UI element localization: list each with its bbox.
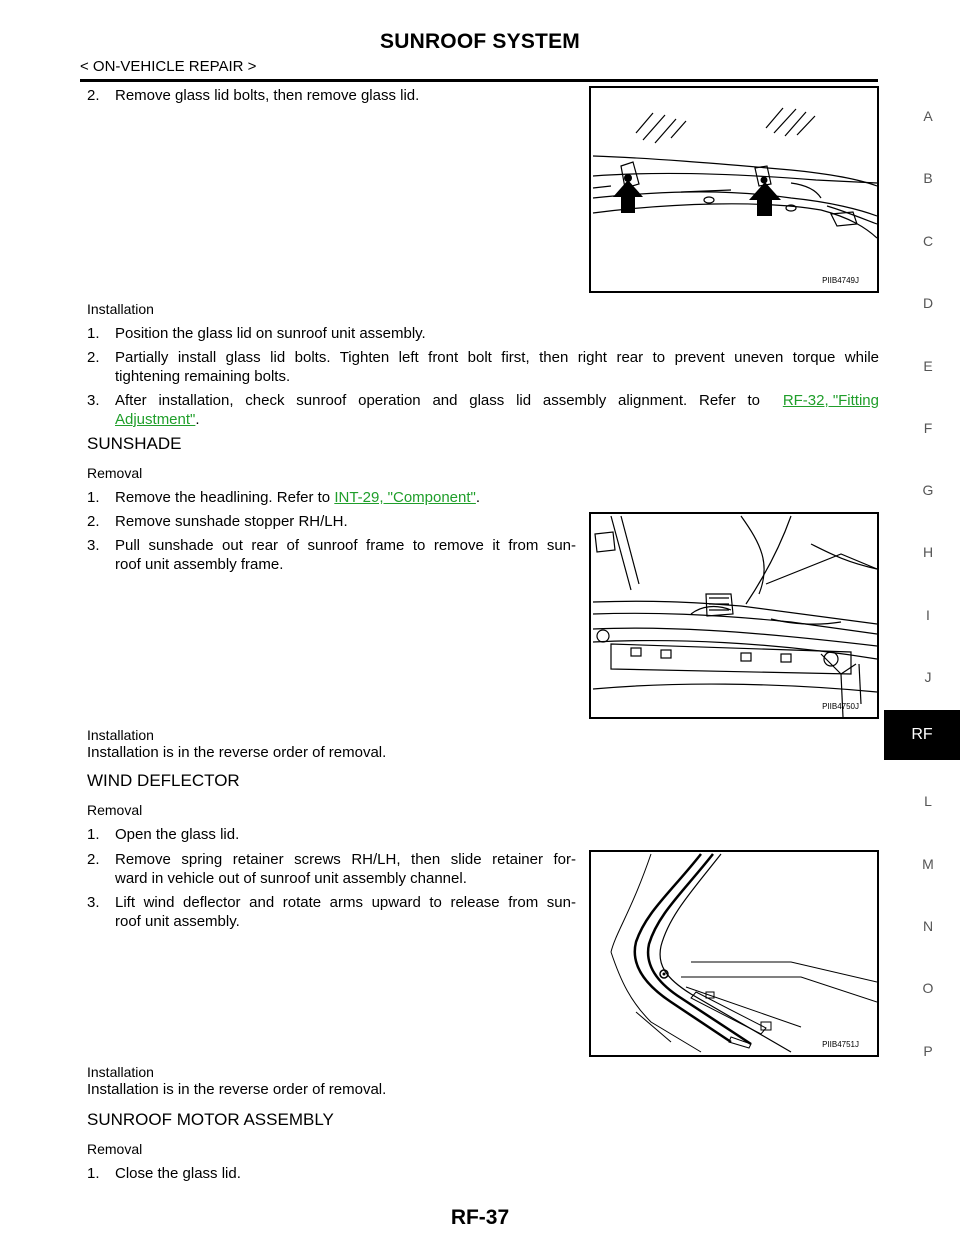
- wind-deflector-installation-text: Installation is in the reverse order of removal.: [87, 1081, 387, 1098]
- side-index-p[interactable]: P: [923, 1043, 933, 1059]
- period: .: [195, 411, 200, 428]
- step-number: 1.: [87, 489, 100, 506]
- install-step-1: Position the glass lid on sunroof unit assembly.: [115, 325, 426, 342]
- glass-lid-step-2: Remove glass lid bolts, then remove glass lid.: [115, 87, 420, 104]
- wind-deflector-step-1: Open the glass lid.: [115, 826, 240, 843]
- side-index-l[interactable]: L: [924, 793, 932, 809]
- step-number: 1.: [87, 826, 100, 843]
- figure-wind-deflector: [589, 850, 879, 1057]
- side-index: [884, 0, 960, 1242]
- installation-heading: Installation: [87, 727, 154, 743]
- side-index-rf-active[interactable]: RF: [884, 710, 960, 760]
- install-step-3-line-2: [115, 410, 200, 429]
- step-number: 2.: [87, 851, 100, 868]
- wind-deflector-step-2-line-1: Remove spring retainer screws RH/LH, then slide retainer for-: [115, 851, 576, 868]
- section-subtitle: < ON-VEHICLE REPAIR >: [80, 58, 257, 75]
- step-number: 3.: [87, 894, 100, 911]
- step-number: 3.: [87, 537, 100, 554]
- header-rule: [80, 79, 878, 82]
- installation-heading: Installation: [87, 301, 154, 317]
- step-number: 1.: [87, 1165, 100, 1182]
- wind-deflector-step-2-line-2: ward in vehicle out of sunroof unit assembly channel.: [115, 870, 467, 887]
- section-heading-sunroof-motor-assembly: SUNROOF MOTOR ASSEMBLY: [87, 1110, 334, 1129]
- sunshade-installation-text: Installation is in the reverse order of removal.: [87, 744, 387, 761]
- side-index-f[interactable]: F: [923, 420, 933, 436]
- step-number: 3.: [87, 392, 100, 409]
- side-index-j[interactable]: J: [924, 669, 932, 685]
- sunshade-illustration: [591, 514, 877, 717]
- side-index-i[interactable]: I: [926, 607, 930, 623]
- step-number: 2.: [87, 349, 100, 366]
- figure-sunshade: [589, 512, 879, 719]
- removal-heading: Removal: [87, 465, 143, 481]
- install-step-2-line-1: Partially install glass lid bolts. Tighten left front bolt first, then right rear to prevent uneven torque while: [115, 349, 879, 366]
- link-rf-32-adjustment[interactable]: Adjustment": [115, 411, 196, 428]
- sunshade-step-3-line-1: Pull sunshade out rear of sunroof frame to remove it from sun-: [115, 537, 576, 554]
- install-step-2-line-2: tightening remaining bolts.: [115, 368, 291, 385]
- wind-deflector-step-3-line-2: roof unit assembly.: [115, 913, 240, 930]
- wind-deflector-step-3-line-1: Lift wind deflector and rotate arms upward to release from sun-: [115, 894, 576, 911]
- side-index-a[interactable]: A: [923, 108, 933, 124]
- link-rf-32-fitting[interactable]: RF-32, "Fitting: [782, 392, 879, 409]
- installation-heading: Installation: [87, 1064, 154, 1080]
- removal-heading: Removal: [87, 1141, 143, 1157]
- figure-code: PIIB4750J: [822, 702, 859, 711]
- sunshade-step-3-line-2: roof unit assembly frame.: [115, 556, 284, 573]
- motor-assembly-step-1: Close the glass lid.: [115, 1165, 241, 1182]
- side-index-g[interactable]: G: [922, 482, 934, 498]
- install-step-3-line-1: [115, 391, 879, 410]
- wind-deflector-illustration: [591, 852, 877, 1055]
- step-number: 1.: [87, 325, 100, 342]
- section-heading-wind-deflector: WIND DEFLECTOR: [87, 771, 240, 790]
- step-number: 2.: [87, 87, 100, 104]
- page-title: SUNROOF SYSTEM: [380, 30, 580, 53]
- sunshade-step-1-text: Remove the headlining. Refer to: [115, 489, 331, 506]
- step-number: 2.: [87, 513, 100, 530]
- side-index-o[interactable]: O: [922, 980, 934, 996]
- sunshade-step-2: Remove sunshade stopper RH/LH.: [115, 513, 348, 530]
- page-number: RF-37: [450, 1206, 510, 1229]
- side-index-m[interactable]: M: [922, 856, 934, 872]
- removal-heading: Removal: [87, 802, 143, 818]
- side-index-e[interactable]: E: [923, 358, 933, 374]
- figure-code: PIIB4751J: [822, 1040, 859, 1049]
- side-index-c[interactable]: C: [922, 233, 934, 249]
- figure-code: PIIB4749J: [822, 276, 859, 285]
- side-index-h[interactable]: H: [922, 544, 934, 560]
- side-index-n[interactable]: N: [922, 918, 934, 934]
- side-index-b[interactable]: B: [923, 170, 933, 186]
- side-index-d[interactable]: D: [922, 295, 934, 311]
- link-int-29-component[interactable]: INT-29, "Component": [334, 489, 476, 506]
- glass-lid-illustration: [591, 88, 877, 291]
- section-heading-sunshade: SUNSHADE: [87, 434, 182, 453]
- period: .: [475, 489, 481, 506]
- figure-glass-lid-bolts: [589, 86, 879, 293]
- install-step-3-text: After installation, check sunroof operation and glass lid assembly alignment. Refer to: [115, 392, 760, 409]
- sunshade-step-1: [115, 488, 480, 507]
